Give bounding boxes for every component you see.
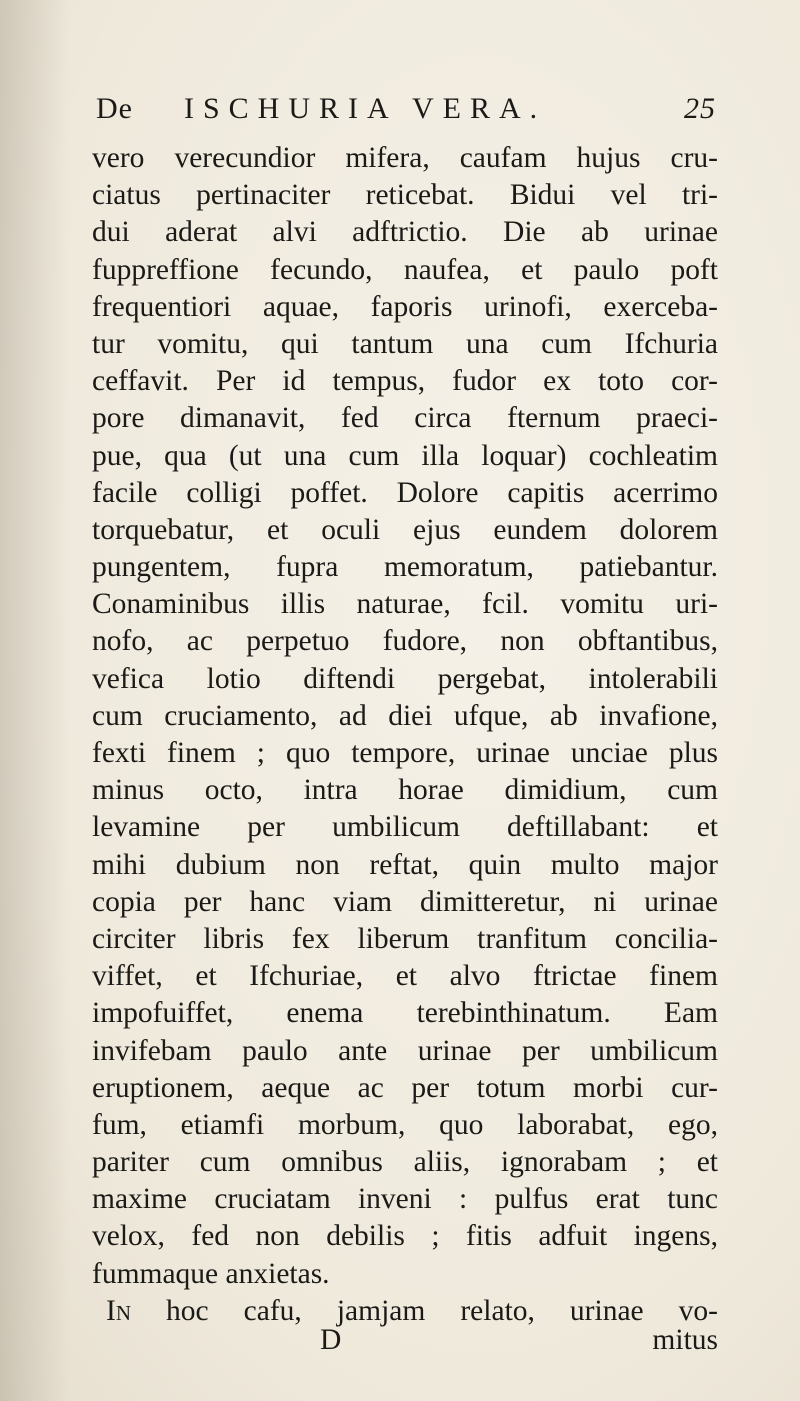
text-line: cum cruciamento, ad diei ufque, ab invafione, [92,699,718,732]
text-line: torquebatur, et oculi ejus eundem dolorem [92,513,718,546]
text-line: tur vomitu, qui tantum una cum Ifchuria [92,327,718,360]
body-text [92,140,718,1330]
text-line: velox, fed non debilis ; fitis adfuit ingens, [92,1220,718,1253]
text-line: facile colligi poffet. Dolore capitis acerrimo [92,476,718,509]
text-line: nofo, ac perpetuo fudore, non obftantibus, [92,625,718,658]
text-line: dui aderat alvi adftrictio. Die ab urinae [92,216,718,249]
running-header [96,92,716,134]
text-line: vero verecundior mifera, caufam hujus cru- [92,142,718,174]
text-line: minus octo, intra horae dimidium, cum [92,774,718,807]
text-line: maxime cruciatam inveni : pulfus erat tunc [92,1183,718,1216]
catchword: mitus [652,1324,718,1356]
header-de: De [96,92,133,125]
text-line: vefica lotio diftendi pergebat, intolerabili [92,662,718,695]
text-line: fuppreffione fecundo, naufea, et paulo poft [92,253,718,286]
text-line: ceffavit. Per id tempus, fudor ex toto cor- [92,365,718,398]
text-line: viffet, et Ifchuriae, et alvo ftrictae finem [92,960,718,993]
text-line: pungentem, fupra memoratum, patiebantur. [92,551,718,584]
text-line: pariter cum omnibus aliis, ignorabam ; et [92,1146,718,1179]
text-line: pue, qua (ut una cum illa loquar) cochleatim [92,439,718,472]
signature-mark: D [320,1324,342,1356]
page-gutter-shadow [0,0,70,1401]
text-line: fum, etiamfi morbum, quo laborabat, ego, [92,1108,718,1141]
text-line: Conaminibus illis naturae, fcil. vomitu uri- [92,588,718,621]
header-title: ISCHURIA VERA. [184,92,547,125]
text-line: frequentiori aquae, faporis urinofi, exerceba- [92,290,718,323]
page-footer [92,1324,718,1362]
text-line: fummaque anxietas. [92,1257,330,1290]
paragraph-opening-text: hoc cafu, jamjam relato, urinae vo- [131,1294,718,1327]
paragraph-initial: In [106,1294,131,1327]
text-line: pore dimanavit, fed circa fternum praeci- [92,402,718,435]
text-line: eruptionem, aeque ac per totum morbi cur- [92,1071,718,1104]
text-line: invifebam paulo ante urinae per umbilicum [92,1034,718,1067]
text-line: fexti finem ; quo tempore, urinae unciae plus [92,737,718,769]
text-line: mihi dubium non reftat, quin multo major [92,848,718,881]
text-line: ciatus pertinaciter reticebat. Bidui vel tri- [92,179,718,212]
text-line: copia per hanc viam dimitteretur, ni urinae [92,885,718,918]
page-number: 25 [684,92,716,125]
text-line: impofuiffet, enema terebinthinatum. Eam [92,997,718,1030]
text-line: circiter libris fex liberum tranfitum concilia- [92,922,718,955]
text-line: levamine per umbilicum deftillabant: et [92,811,718,844]
